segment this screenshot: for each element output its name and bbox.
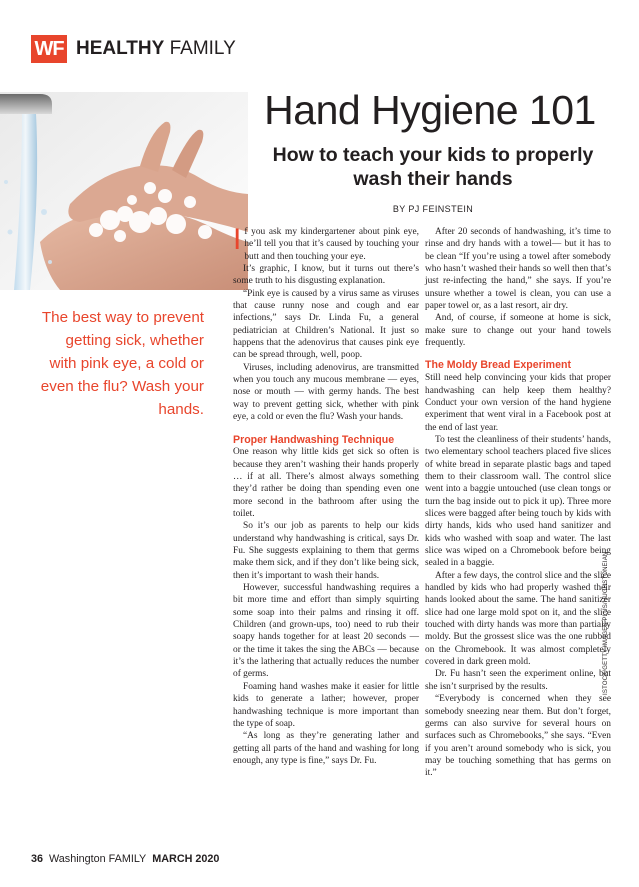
paragraph: It’s graphic, I know, but it turns out there’s some truth to his disgusting explanation. — [233, 264, 419, 287]
section-title — [76, 38, 236, 60]
paragraph: To test the cleanliness of their students’ hands, two elementary school teachers placed five slices of white bread in separate plastic bags and taped them to their classroom wall. The control slice went into a baggie untouched (use clean tongs or turn the bag inside out to pick it up). Three more slices were bagged after being touch by kids with dirty hands, kids who used hand sanitizer and kids who washed with soap and water. The last slice was wiped on a Chromebook before being sealed in a baggie. — [425, 434, 611, 569]
paragraph: Viruses, including adenovirus, are transmitted when you touch any mucous membrane — eyes, nose or mouth — with germy hands. The best way to prevent getting sick, whether with pink eye, a cold or even the flu? Wash your hands. — [233, 362, 419, 423]
article-column-2 — [425, 226, 611, 780]
wf-logo: WF — [31, 35, 67, 63]
publication-name: Washington FAMILY — [49, 853, 147, 865]
article-title: Hand Hygiene 101 — [264, 87, 596, 133]
hand-washing-illustration — [0, 92, 248, 290]
paragraph: “Pink eye is caused by a virus same as viruses that cause runny nose and cough and ear infections,” says Dr. Linda Fu, a general pediatrician at Children’s National. It just so happens that the adenovirus that causes pink eye can be spread through, well, poop. — [233, 288, 419, 361]
section-heading: Proper Handwashing Technique — [233, 433, 395, 446]
paragraph: After 20 seconds of handwashing, it’s time to rinse and dry hands with a towel— but it has to be clean “If you’re using a towel after somebody who hasn’t washed their hands so well then that’s just re-infecting the hand,” she says. If you’re unsure whether a towel is clean, you can use a paper towel or, as a last resort, air dry. — [425, 227, 611, 312]
page-number: 36 — [31, 853, 44, 865]
article-column-1 — [233, 223, 419, 767]
paragraph: “Everybody is concerned when they see somebody sneezing near them. But don’t forget, germs can also survive for several hours on surfaces such as Chromebooks,” she says. “Even if you aren’t around somebody who is sick, you may be touching something that has germs on it.” — [425, 694, 611, 779]
paragraph: Still need help convincing your kids that proper handwashing can help keep them healthy? Conduct your own version of the hand hygiene experiment that went viral in a Facebook post at the end of last year. — [425, 373, 611, 433]
paragraph — [233, 223, 419, 263]
section-title-light: FAMILY — [164, 38, 236, 59]
byline: BY PJ FEINSTEIN — [392, 204, 474, 214]
paragraph: Dr. Fu hasn’t seen the experiment online, but she isn’t surprised by the results. — [425, 669, 611, 692]
pull-quote: The best way to prevent getting sick, whether with pink eye, a cold or even the flu? Wash your hands. — [40, 309, 204, 418]
photo-credit: ISTOCK/GETTY IMAGES PLUS/HUGHSTONEIAN — [603, 551, 609, 695]
paragraph: One reason why little kids get sick so often is because they aren’t washing their hands properly … if at all. There’s almost always something they’d rather be doing than spending even one more second in the bathroom after using the toilet. — [233, 447, 419, 520]
section-heading: The Moldy Bread Experiment — [425, 359, 571, 372]
paragraph: However, successful handwashing requires a bit more time and effort than simply squirting some soap into their palms and rinsing it off. Children (and grown-ups, too) need to rub their soapy hands together for at least 20 seconds — or the time it takes the sing the ABCs — because it’s the lathering that actually reduces the number of germs. — [233, 583, 419, 680]
issue-date: MARCH 2020 — [152, 853, 220, 865]
paragraph: “As long as they’re generating lather and getting all parts of the hand and washing for long enough, any type is fine,” says Dr. Fu. — [233, 731, 419, 766]
paragraph: So it’s our job as parents to help our kids understand why handwashing is critical, says Dr. Fu. She suggests explaining to them that germs make them sick, and if they don’t like being sick, then it’s important to wash their hands. — [233, 521, 419, 581]
paragraph-text: f you ask my kindergartener about pink eye, he’ll tell you that it’s caused by touching your butt and then touching your eye. — [244, 227, 419, 262]
paragraph: Foaming hand washes make it easier for little kids to generate a lather; however, proper handwashing technique is more important than the type of soap. — [233, 681, 419, 729]
page-footer — [31, 853, 219, 865]
section-title-bold: HEALTHY — [76, 38, 165, 59]
paragraph: And, of course, if someone at home is sick, make sure to change out your hand towels frequently. — [425, 313, 611, 349]
article-subtitle: How to teach your kids to properly wash their hands — [272, 144, 594, 190]
drop-cap: I — [233, 223, 242, 256]
hand-washing-photo — [0, 92, 248, 290]
paragraph: After a few days, the control slice and the slice handled by kids who had properly washed their hands looked about the same. The hand sanitizer slice had one large mold spot on it, and the slice touched with dirty hands was more than partially moldy. But the grossest slice was the one rubbed on the Chromebook. It was almost completely covered in dark green mold. — [425, 570, 611, 668]
